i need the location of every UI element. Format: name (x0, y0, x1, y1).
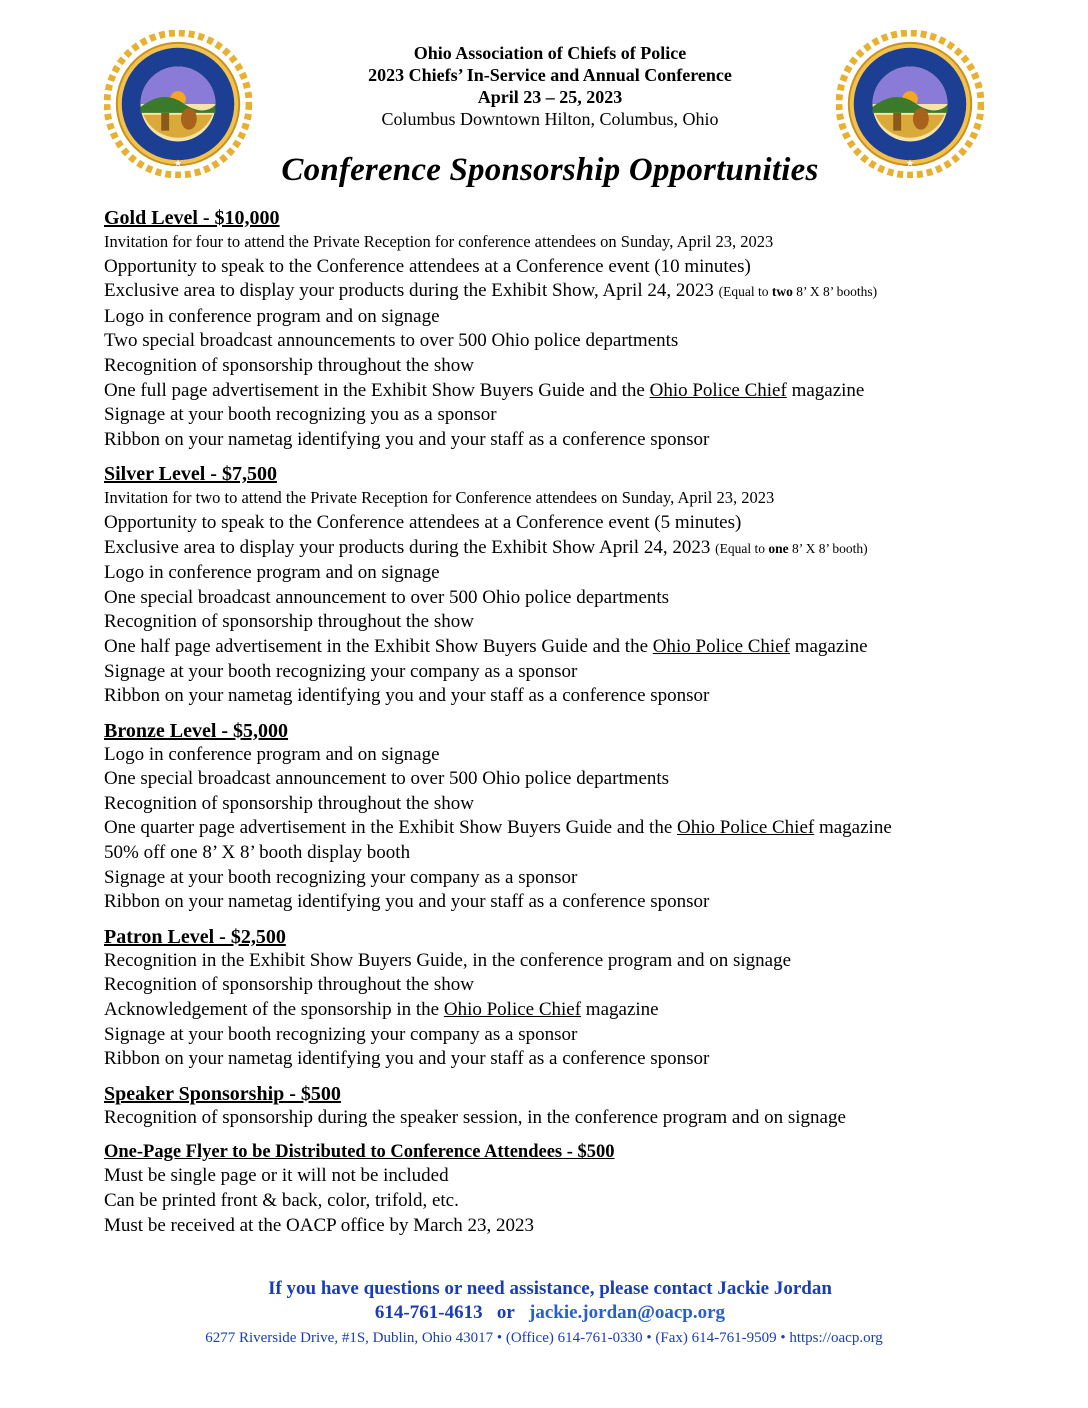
section-title: Gold Level - $10,000 (104, 207, 280, 229)
svg-text:★: ★ (906, 158, 914, 169)
booth-note: (Equal to one 8’ X 8’ booth) (715, 540, 868, 556)
list-item: One half page advertisement in the Exhibit Show Buyers Guide and the Ohio Police Chief magazine (104, 635, 868, 657)
magazine-name: Ohio Police Chief (443, 999, 582, 1021)
list-item: Logo in conference program and on signage (104, 743, 440, 765)
conference-venue: Columbus Downtown Hilton, Columbus, Ohio (381, 109, 719, 129)
section-title: Patron Level - $2,500 (104, 925, 286, 948)
contact-line: If you have questions or need assistance, please contact Jackie Jordan (268, 1278, 832, 1299)
item-text: Exclusive area to display your products during the Exhibit Show April 24, 2023 (104, 536, 711, 558)
section-speaker (104, 1082, 1034, 1131)
contact-details (0, 1301, 1088, 1325)
list-item: Recognition of sponsorship during the speaker session, in the conference program and on signage (104, 1106, 846, 1128)
list-item: One full page advertisement in the Exhibit Show Buyers Guide and the Ohio Police Chief magazine (104, 379, 865, 401)
list-item: Two special broadcast announcements to over 500 Ohio police departments (104, 330, 679, 352)
org-name: Ohio Association of Chiefs of Police (413, 43, 687, 63)
list-item: Signage at your booth recognizing your company as a sponsor (104, 660, 578, 682)
list-item: Logo in conference program and on signage (104, 305, 440, 327)
contact-email-link[interactable]: jackie.jordan@oacp.org (529, 1302, 726, 1323)
booth-note: (Equal to two 8’ X 8’ booths) (718, 284, 878, 300)
magazine-name: Ohio Police Chief (649, 379, 787, 401)
list-item: Recognition in the Exhibit Show Buyers Guide, in the conference program and on signage (104, 949, 792, 971)
section-title: One-Page Flyer to be Distributed to Conference Attendees - $500 (104, 1142, 615, 1163)
list-item: Invitation for four to attend the Private Reception for conference attendees on Sunday, April 23, 2023 (104, 232, 774, 251)
section-patron (104, 925, 1034, 1072)
list-item: Can be printed front & back, color, trifold, etc. (104, 1190, 459, 1211)
list-item: Must be single page or it will not be included (104, 1165, 449, 1187)
magazine-name: Ohio Police Chief (652, 635, 790, 657)
sponsorship-list (104, 206, 1034, 1248)
list-item: Ribbon on your nametag identifying you and your staff as a conference sponsor (104, 1048, 710, 1070)
section-flyer (104, 1140, 1034, 1238)
list-item: One special broadcast announcement to over 500 Ohio police departments (104, 586, 670, 608)
list-item: Opportunity to speak to the Conference attendees at a Conference event (10 minutes) (104, 255, 751, 277)
list-item: Ribbon on your nametag identifying you and your staff as a conference sponsor (104, 891, 710, 913)
footer-address: 6277 Riverside Drive, #1S, Dublin, Ohio 43017 • (Office) 614-761-0330 • (Fax) 614-761-9509 • https://oacp.org (205, 1330, 883, 1346)
conference-dates: April 23 – 25, 2023 (477, 87, 623, 107)
section-bronze (104, 719, 1034, 915)
document-header (300, 42, 800, 130)
list-item: One quarter page advertisement in the Exhibit Show Buyers Guide and the Ohio Police Chief magazine (104, 817, 892, 839)
list-item: One special broadcast announcement to over 500 Ohio police departments (104, 768, 670, 790)
section-title: Silver Level - $7,500 (104, 463, 277, 486)
contact-or: or (496, 1302, 515, 1323)
list-item: Logo in conference program and on signage (104, 562, 440, 584)
conference-name: 2023 Chiefs’ In-Service and Annual Conference (368, 65, 732, 85)
item-text: Exclusive area to display your products during the Exhibit Show, April 24, 2023 (104, 280, 714, 302)
list-item: Signage at your booth recognizing your company as a sponsor (104, 1023, 578, 1045)
list-item: Recognition of sponsorship throughout the show (104, 354, 474, 376)
section-title: Speaker Sponsorship - $500 (104, 1082, 341, 1105)
section-gold (104, 206, 1034, 452)
section-title: Bronze Level - $5,000 (104, 719, 289, 742)
contact-phone: 614-761-4613 (374, 1302, 483, 1323)
list-item: Recognition of sponsorship throughout the show (104, 792, 474, 814)
list-item: Recognition of sponsorship throughout the show (104, 611, 474, 633)
svg-text:★: ★ (174, 158, 182, 169)
list-item: Must be received at the OACP office by March 23, 2023 (104, 1214, 535, 1236)
list-item: Recognition of sponsorship throughout the show (104, 974, 474, 996)
list-item: 50% off one 8’ X 8’ booth display booth (104, 842, 411, 864)
list-item: Acknowledgement of the sponsorship in the Ohio Police Chief magazine (104, 999, 659, 1021)
contact-block (0, 1277, 1088, 1325)
list-item: Signage at your booth recognizing you as a sponsor (104, 404, 497, 426)
list-item: Signage at your booth recognizing your company as a sponsor (104, 866, 578, 888)
list-item (104, 279, 1034, 305)
magazine-name: Ohio Police Chief (677, 817, 815, 839)
list-item (104, 536, 1034, 562)
list-item: Ribbon on your nametag identifying you and your staff as a conference sponsor (104, 428, 710, 450)
list-item: Invitation for two to attend the Private Reception for Conference attendees on Sunday, April 23, 2023 (104, 488, 775, 508)
list-item: Opportunity to speak to the Conference attendees at a Conference event (5 minutes) (104, 511, 742, 533)
section-silver (104, 462, 1034, 708)
list-item: Ribbon on your nametag identifying you and your staff as a conference sponsor (104, 685, 710, 707)
page-title: Conference Sponsorship Opportunities (281, 152, 819, 188)
